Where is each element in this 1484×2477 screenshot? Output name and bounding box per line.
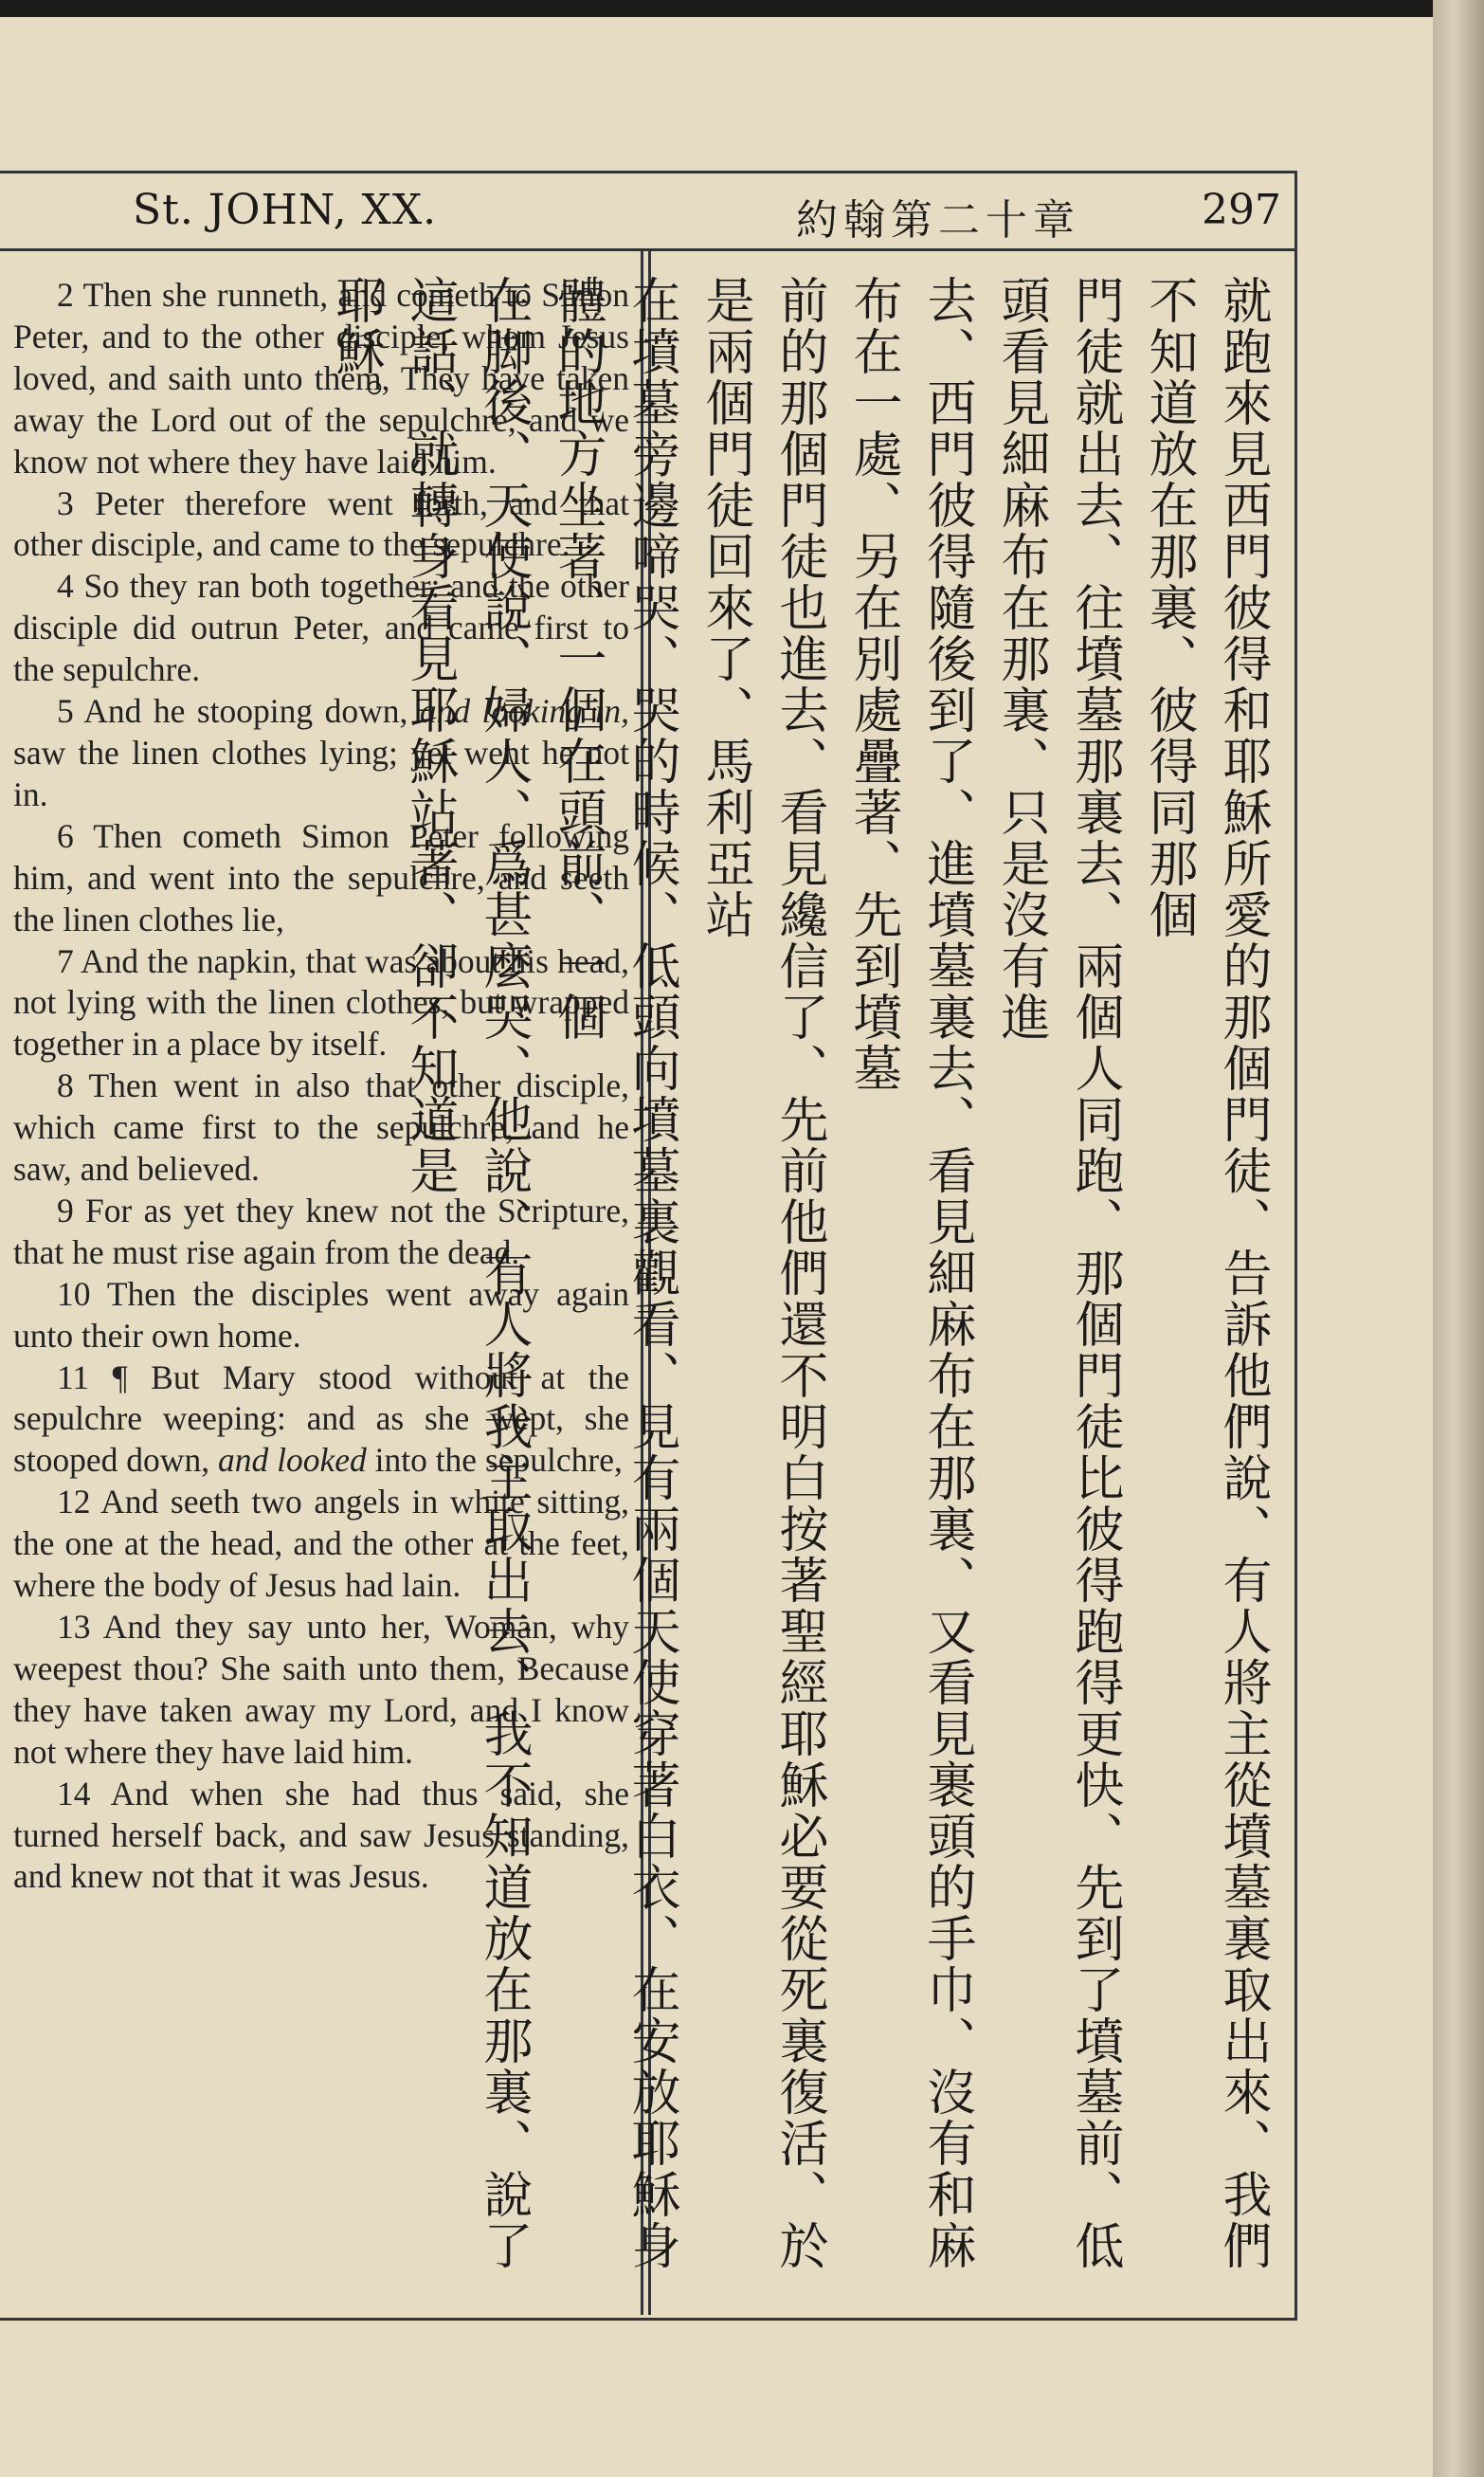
verse-number: 2	[57, 276, 74, 314]
verse-number: 6	[57, 816, 74, 855]
verse-italic: and looking in,	[419, 692, 629, 731]
verse-number: 3	[57, 483, 74, 522]
verse-text: Then she runneth, and cometh to Simon Peter, and to the other disciple, whom Jesus loved, and saith unto them, They have taken away the Lord out of the sepulchre, and we know not where they have laid him.	[13, 276, 629, 481]
verse-number: 4	[57, 567, 74, 606]
chinese-line: 前的那個門徒也進去、看見纔信了、先前他們還不明白按著聖經耶穌必要從死裏復活、於是兩個門徒回來了、馬利亞站	[697, 275, 827, 2271]
verse-number: 7	[57, 941, 74, 980]
chinese-line: 去、西門彼得隨後到了、進墳墓裏去、看見細麻布在那裏、又看見裹頭的手巾、沒有和麻布在一處、另在別處疊著、先到墳墓	[844, 275, 975, 2271]
chinese-line: 就跑來見西門彼得和耶穌所愛的那個門徒、告訴他們說、有人將主從墳墓裏取出來、我們不知道放在那裏、彼得同那個	[1140, 275, 1271, 2271]
verse-number: 12	[57, 1483, 91, 1521]
scan-top-edge	[0, 0, 1433, 17]
verse-text: For as yet they knew not the Scripture, that he must rise again from the dead.	[13, 1191, 629, 1271]
verse-text: Then cometh Simon Peter following him, and went into the sepulchre, and seeth the linen clothes lie,	[13, 816, 630, 938]
chinese-line: 門徒就出去、往墳墓那裏去、兩個人同跑、那個門徒比彼得跑得更快、先到了墳墓前、低頭看見細麻布在那裏、只是沒有進	[992, 275, 1123, 2271]
verse-text: Then went in also that other disciple, which came first to the sepulchre, and he saw, and believed.	[13, 1066, 630, 1189]
chinese-line: 在墳墓旁邊啼哭、哭的時候、低頭向墳墓裏觀看、見有兩個天使穿著白衣、在安放耶穌身體的地方坐著、一個在頭前、一個	[549, 275, 679, 2271]
verse-number: 13	[57, 1608, 91, 1646]
verse-text: And they say unto her, Woman, why weepest thou? She saith unto them, Because they have taken away my Lord, and I know not where they have laid him.	[13, 1608, 629, 1771]
chinese-line: 在脚後、天使說、婦人、爲甚麼哭、他說、有人將我主取出去、我不知道放在那裏、說了這話、就轉身看見耶穌站著、卻不知道是	[401, 275, 532, 2271]
chinese-line: 耶穌。	[327, 275, 384, 428]
verse-text: And the napkin, that was about his head, not lying with the linen clothes, but wrapped together in a place by itself.	[13, 941, 629, 1064]
verse-text: So they ran both together: and the other disciple did outrun Peter, and came first to the sepulchre.	[13, 567, 630, 689]
verse-number: 9	[57, 1191, 74, 1229]
verse-number: 10	[57, 1274, 91, 1313]
verse-text: saw the linen clothes lying; yet went he not in.	[13, 733, 629, 813]
verse-italic: and looked	[217, 1441, 367, 1480]
verse-text: And when she had thus said, she turned herself back, and saw Jesus standing, and knew not that it was Jesus.	[13, 1774, 630, 1896]
verse-text: Then the disciples went away again unto their own home.	[13, 1274, 629, 1355]
verse-text: And he stooping down,	[83, 692, 408, 731]
verse-number: 11	[57, 1357, 90, 1396]
verse-text: And seeth two angels in white sitting, the one at the head, and the other at the feet, where the body of Jesus had lain.	[13, 1483, 629, 1605]
verse-text: into the sepulchre,	[374, 1441, 623, 1480]
verse-text: Peter therefore went forth, and that other disciple, and came to the sepulchre.	[13, 483, 630, 564]
verse-text: ¶ But Mary stood without at the sepulchre weeping: and as she wept, she stooped down,	[13, 1357, 629, 1480]
running-head-english: St. JOHN, XX.	[133, 186, 438, 234]
running-head-chinese: 約翰第二十章	[796, 196, 1080, 245]
verse-number: 14	[57, 1774, 91, 1812]
verse-number: 8	[57, 1066, 74, 1105]
page-number: 297	[1202, 186, 1281, 234]
verse-number: 5	[57, 692, 74, 731]
book-page-edges	[1433, 0, 1484, 2477]
